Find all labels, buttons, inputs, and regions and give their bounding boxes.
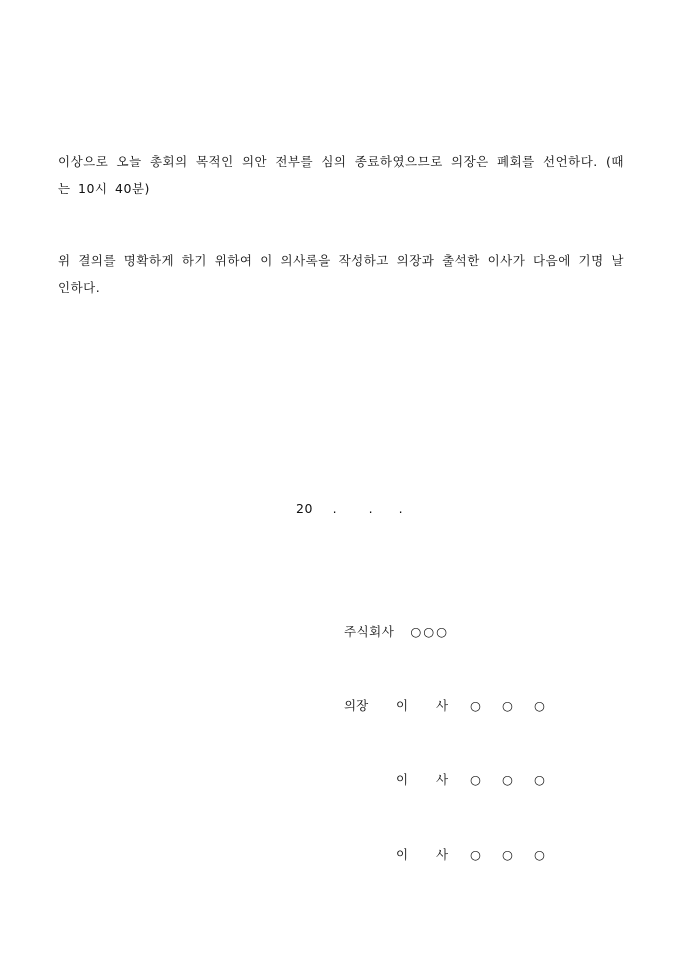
resolution-paragraph: 위 결의를 명확하게 하기 위하여 이 의사록을 작성하고 의장과 출석한 이사가 다음에 기명 날인하다. [58, 253, 624, 295]
name-circle: ○ [534, 772, 545, 787]
name-circle: ○ [534, 698, 545, 713]
date-dot-month: . [368, 501, 374, 516]
name-circle: ○ [470, 772, 481, 787]
date-dot-year: . [332, 501, 338, 516]
signatory-row-director-1 [344, 770, 566, 790]
signatory-role-first-char: 이 [396, 772, 409, 787]
closing-paragraph: 이상으로 오늘 총회의 목적인 의안 전부를 심의 종료하였으므로 의장은 폐회를 선언하다. (때는 10시 40분) [58, 154, 624, 196]
date-dot-day: . [398, 501, 404, 516]
signatory-role-first-char: 이 [396, 847, 409, 862]
signatory-role-second-char: 사 [436, 698, 449, 713]
signatory-name-placeholder [470, 696, 566, 716]
name-circle: ○ [534, 847, 545, 862]
document-date [296, 499, 405, 519]
name-circle: ○ [502, 847, 513, 862]
signatory-name-placeholder [470, 845, 566, 865]
name-circle: ○ [470, 847, 481, 862]
name-circle: ○ [502, 698, 513, 713]
date-year-prefix: 20 [296, 501, 313, 516]
company-name-placeholder: ○○○ [410, 624, 450, 639]
signatory-row-chair [344, 696, 566, 716]
company-label: 주식회사 [344, 624, 395, 639]
name-circle: ○ [470, 698, 481, 713]
signatory-role-first-char: 이 [396, 698, 409, 713]
signatory-lead-title: 의장 [344, 698, 369, 713]
company-line [344, 622, 449, 642]
signatory-name-placeholder [470, 770, 566, 790]
signatory-row-director-2 [344, 845, 566, 865]
name-circle: ○ [502, 772, 513, 787]
signatory-role-second-char: 사 [436, 772, 449, 787]
signatory-role-second-char: 사 [436, 847, 449, 862]
